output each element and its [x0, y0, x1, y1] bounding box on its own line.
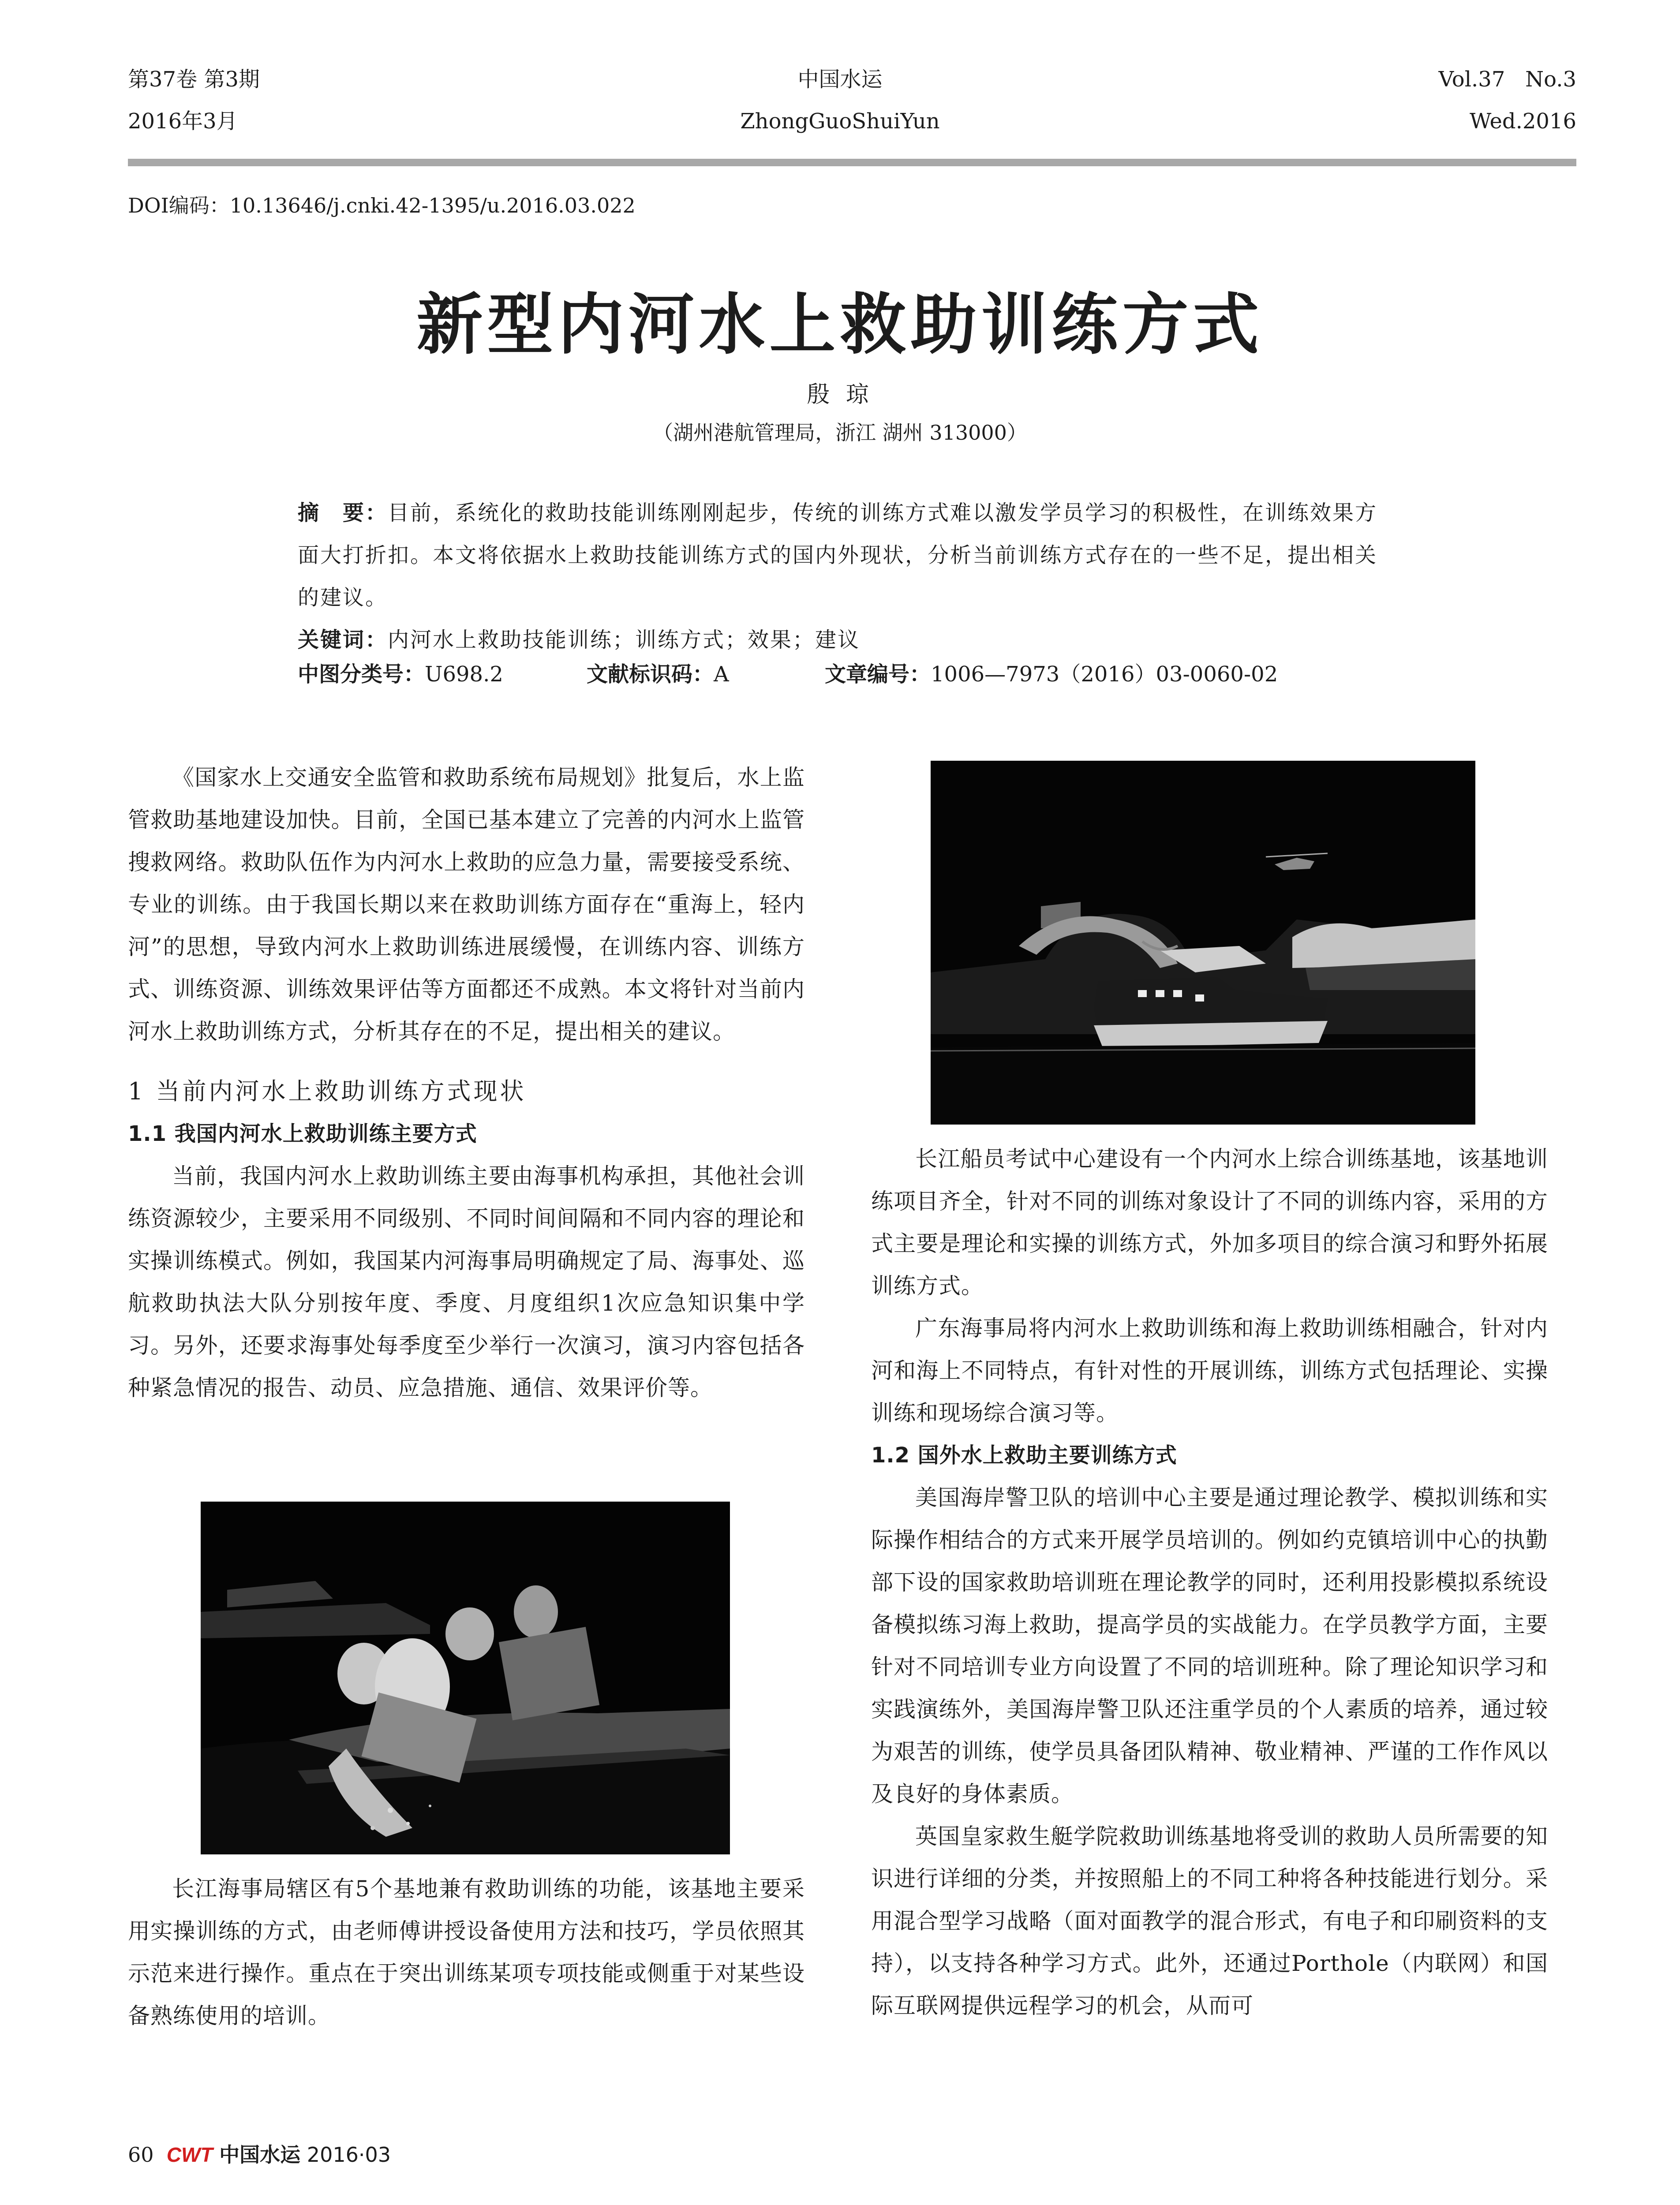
paragraph: 长江船员考试中心建设有一个内河水上综合训练基地，该基地训练项目齐全，针对不同的训练对象设计了不同的训练内容，采用的方式主要是理论和实操的训练方式，外加多项目的综合演习和野外拓展训练方式。 — [871, 1146, 1548, 1299]
abstract-label: 摘 要： — [298, 501, 388, 525]
clc-value: U698.2 — [425, 662, 503, 687]
paragraph: 当前，我国内河水上救助训练主要由海事机构承担，其他社会训练资源较少，主要采用不同级别、不同时间间隔和不同内容的理论和实操训练模式。例如，我国某内河海事局明确规定了局、海事处、巡航救助执法大队分别按年度、季度、月度组织1次应急知识集中学习。另外，还要求海事处每季度至少举行一次演习，演习内容包括各种紧急情况的报告、动员、应急措施、通信、效果评价等。 — [128, 1163, 805, 1401]
section-1-heading: 1 当前内河水上救助训练方式现状 — [128, 1077, 527, 1105]
footer — [128, 2139, 391, 2168]
rescue-boat-photo-drawing — [201, 1502, 730, 1854]
keywords-label: 关键词： — [298, 628, 388, 652]
training-ship-photo — [931, 761, 1475, 1125]
header-journal: 中国水运 — [797, 67, 883, 92]
rescue-boat-photo — [201, 1502, 730, 1854]
paragraph: 美国海岸警卫队的培训中心主要是通过理论教学、模拟训练和实际操作相结合的方式来开展学员培训的。例如约克镇培训中心的执勤部下设的国家救助培训班在理论教学的同时，还利用投影模拟系统设备模拟练习海上救助，提高学员的实战能力。在学员教学方面，主要针对不同培训专业方向设置了不同的培训班种。除了理论知识学习和实践演练外，美国海岸警卫队还注重学员的个人素质的培养，通过较为艰苦的训练，使学员具备团队精神、敬业精神、严谨的工作作风以及良好的身体素质。 — [871, 1485, 1548, 1807]
footer-issue: 2016·03 — [307, 2143, 391, 2167]
doc-code-value: A — [714, 662, 729, 687]
paragraph: 广东海事局将内河水上救助训练和海上救助训练相融合，针对内河和海上不同特点，有针对性的开展训练，训练方式包括理论、实操训练和现场综合演习等。 — [871, 1316, 1548, 1426]
keywords: 内河水上救助技能训练；训练方式；效果；建议 — [388, 628, 861, 652]
affiliation: （湖州港航管理局，浙江 湖州 313000） — [653, 421, 1027, 445]
clc-label: 中图分类号： — [298, 662, 425, 687]
header-rule — [128, 159, 1576, 166]
article-no-value: 1006—7973（2016）03-0060-02 — [931, 662, 1278, 687]
section-1-1-heading: 1.1 我国内河水上救助训练主要方式 — [128, 1121, 477, 1146]
article-no-label: 文章编号： — [825, 662, 931, 687]
paragraph: 英国皇家救生艇学院救助训练基地将受训的救助人员所需要的知识进行详细的分类，并按照船上的不同工种将各种技能进行划分。采用混合型学习战略（面对面教学的混合形式，有电子和印刷资料的支持），以支持各种学习方式。此外，还通过Porthole（内联网）和国际互联网提供远程学习的机会，从而可 — [871, 1824, 1548, 2018]
right-column — [871, 1138, 1548, 2027]
article-title: 新型内河水上救助训练方式 — [416, 287, 1264, 363]
training-ship-photo-drawing — [931, 761, 1475, 1125]
intro-paragraph: 《国家水上交通安全监管和救助系统布局规划》批复后，水上监管救助基地建设加快。目前，全国已基本建立了完善的内河水上监管搜救网络。救助队伍作为内河水上救助的应急力量，需要接受系统、专业的训练。由于我国长期以来在救助训练方面存在“重海上，轻内河”的思想，导致内河水上救助训练进展缓慢，在训练内容、训练方式、训练资源、训练效果评估等方面都还不成熟。本文将针对当前内河水上救助训练方式，分析其存在的不足，提出相关的建议。 — [128, 765, 805, 1044]
author: 殷 琼 — [807, 381, 873, 408]
doc-code-label: 文献标识码： — [587, 662, 714, 687]
header-journal-en: ZhongGuoShuiYun — [740, 109, 940, 134]
header-volume-en: Vol.37 No.3 — [1438, 67, 1576, 92]
header-date-en: Wed.2016 — [1470, 109, 1576, 134]
doi: DOI编码：10.13646/j.cnki.42-1395/u.2016.03.022 — [128, 194, 636, 217]
section-1-2-heading: 1.2 国外水上救助主要训练方式 — [871, 1443, 1177, 1468]
left-column-bottom — [128, 1868, 805, 2037]
abstract — [298, 492, 1396, 661]
left-column — [128, 756, 805, 1409]
paragraph: 长江海事局辖区有5个基地兼有救助训练的功能，该基地主要采用实操训练的方式，由老师傅讲授设备使用方法和技巧，学员依照其示范来进行操作。重点在于突出训练某项专项技能或侧重于对某些设备熟练使用的培训。 — [128, 1876, 805, 2029]
header-volume: 第37卷 第3期 — [128, 67, 260, 92]
abstract-text: 目前，系统化的救助技能训练刚刚起步，传统的训练方式难以激发学员学习的积极性，在训练效果方面大打折扣。本文将依据水上救助技能训练方式的国内外现状，分析当前训练方式存在的一些不足，提出相关的建议。 — [298, 501, 1378, 610]
cwt-logo: CWT — [166, 2143, 213, 2166]
page-number: 60 — [128, 2143, 154, 2167]
header-date: 2016年3月 — [128, 109, 238, 134]
footer-journal: 中国水运 — [219, 2143, 301, 2167]
